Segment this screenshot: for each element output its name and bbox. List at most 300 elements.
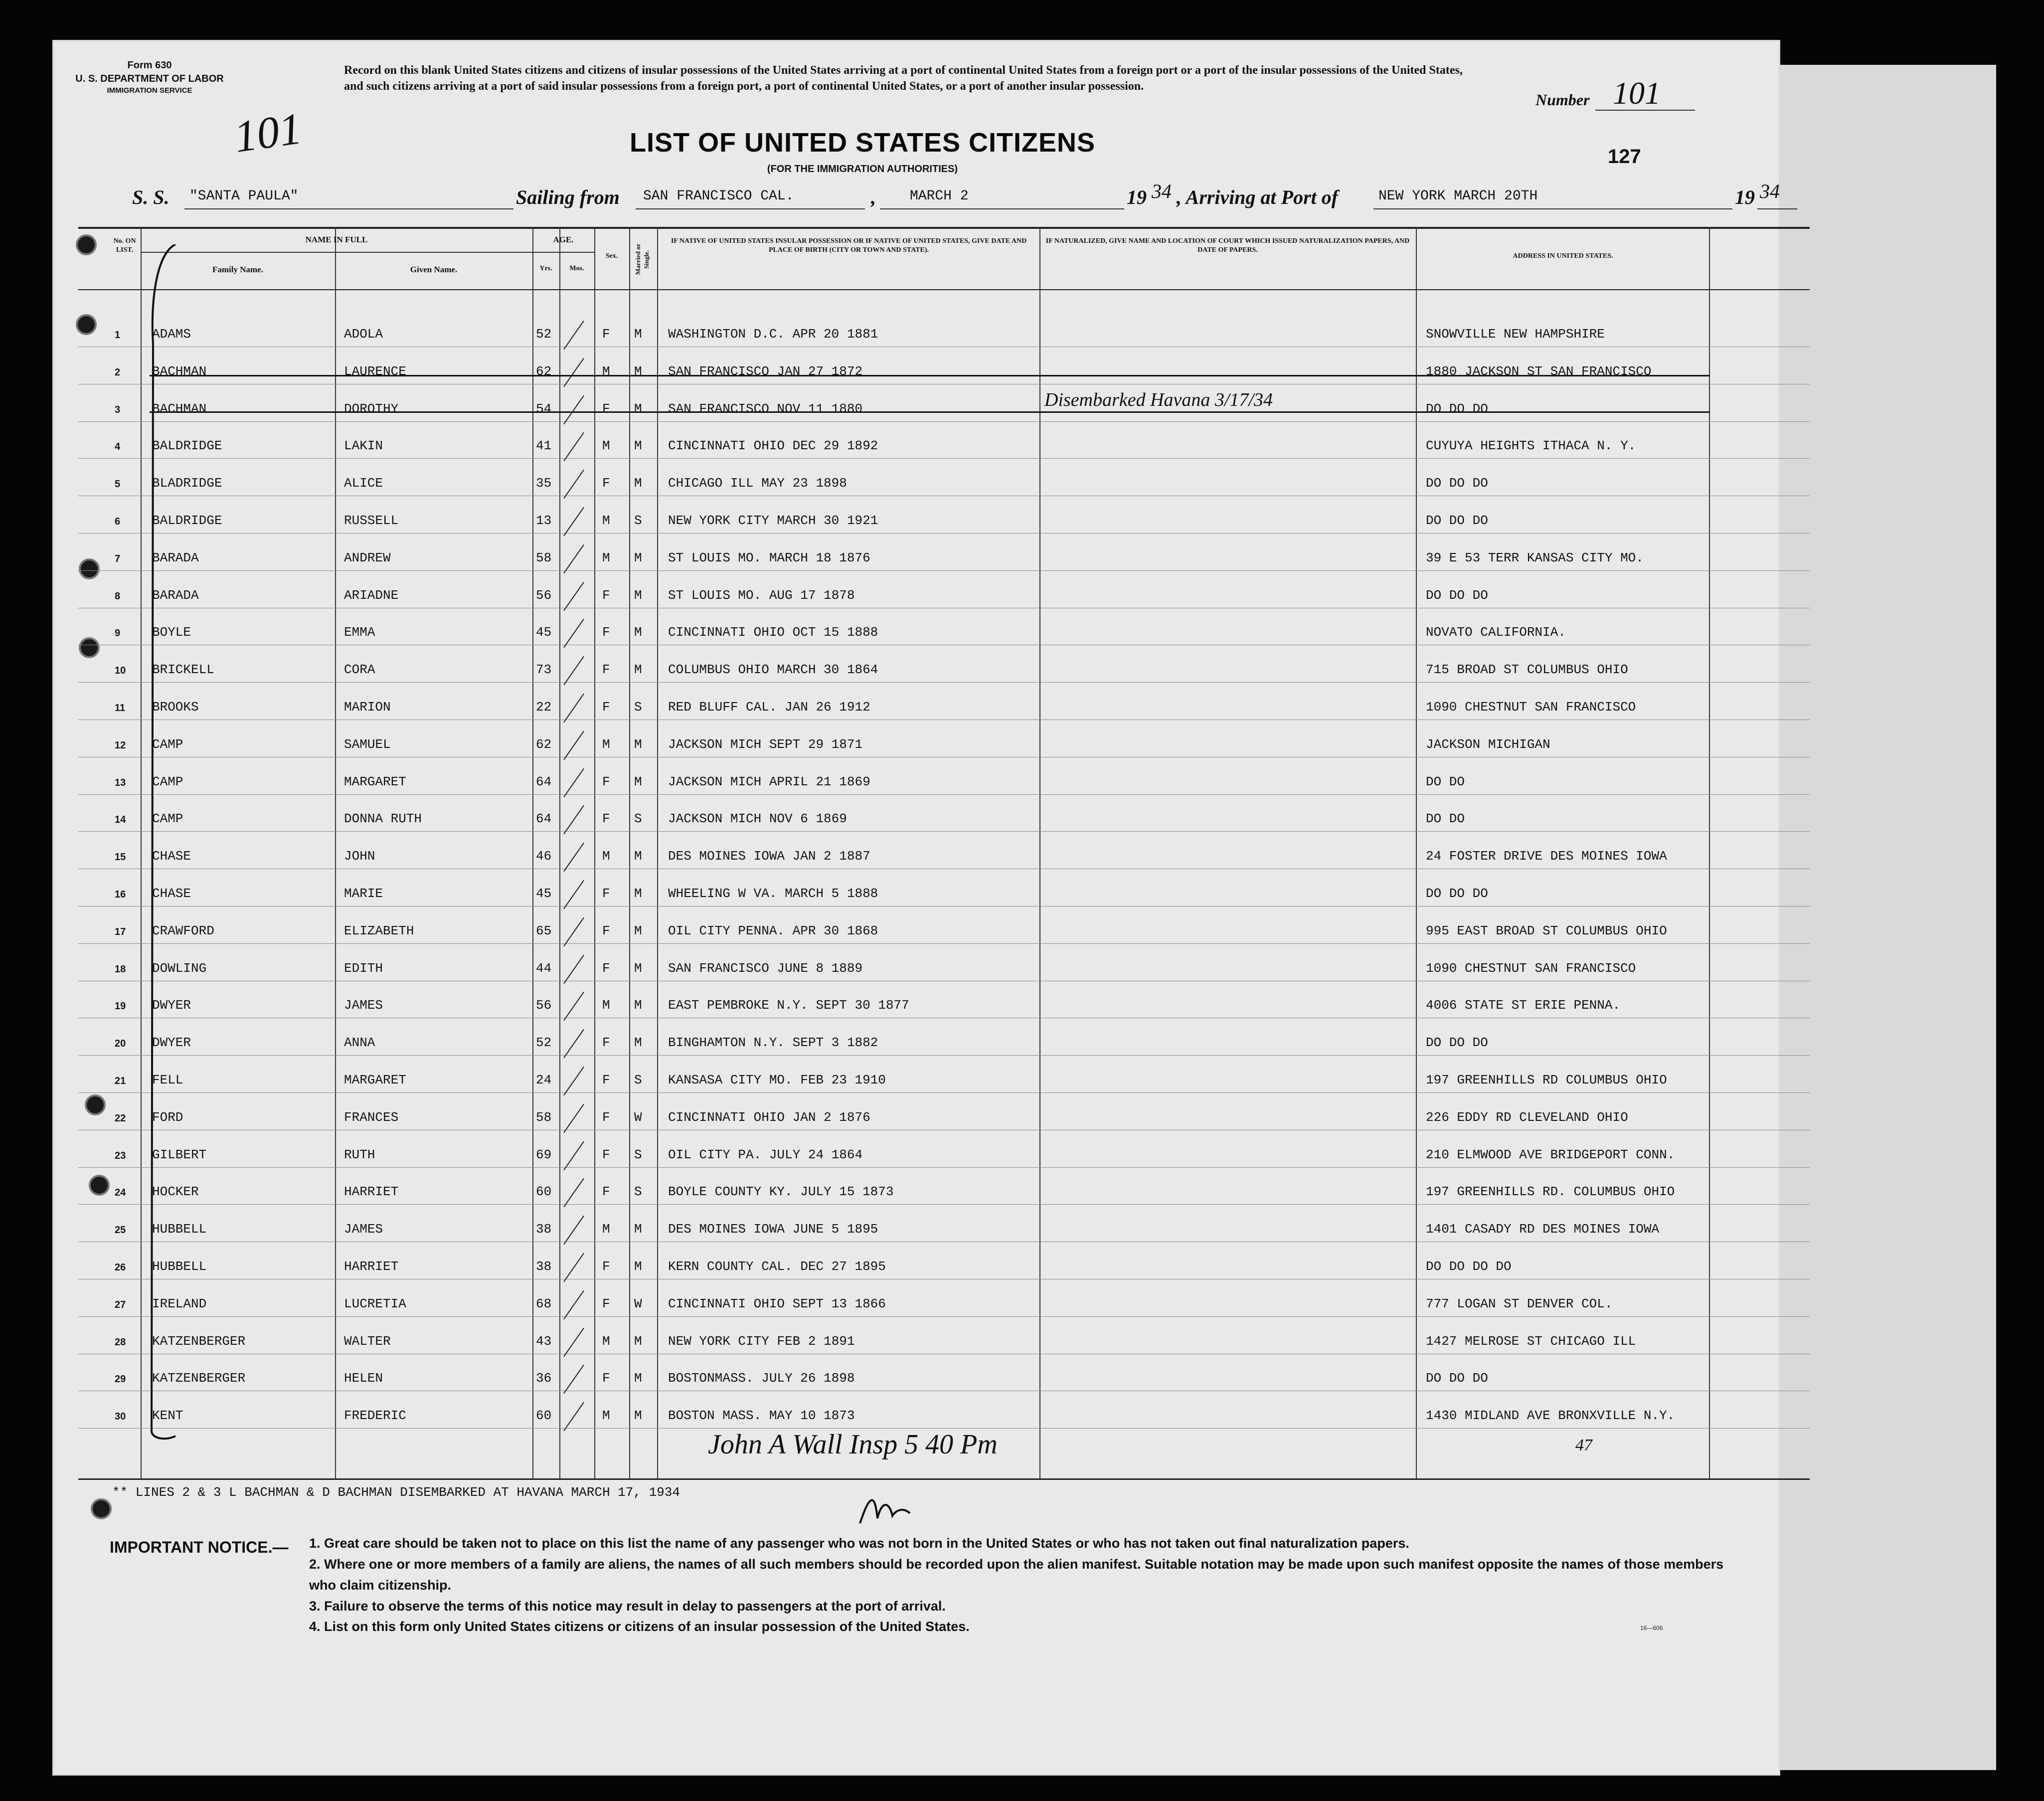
cell-address: 1401 CASADY RD DES MOINES IOWA — [1426, 1222, 1660, 1237]
cell-birth: EAST PEMBROKE N.Y. SEPT 30 1877 — [668, 998, 909, 1013]
col-divider — [1416, 227, 1417, 1478]
cell-given: FREDERIC — [344, 1408, 406, 1424]
cell-age: 62 — [536, 363, 552, 379]
cell-no: 29 — [115, 1374, 126, 1385]
cell-given: ARIADNE — [344, 587, 399, 603]
notice-heading: IMPORTANT NOTICE.— — [110, 1538, 289, 1556]
cell-family: BACHMAN — [152, 401, 207, 416]
notice-item: 1. Great care should be taken not to place on this list the name of any passenger who was not born in the United States or who has not taken out final naturalization papers. — [309, 1536, 1409, 1551]
cell-no: 4 — [115, 441, 121, 453]
cell-family: HOCKER — [152, 1184, 199, 1200]
header-age: AGE. — [553, 235, 574, 244]
table-row — [78, 570, 1810, 571]
cell-age: 46 — [536, 849, 552, 864]
cell-age: 45 — [536, 886, 552, 901]
notice-item: 4. List on this form only United States citizens or citizens of an insular possession of the United States. — [309, 1619, 970, 1634]
cell-sex: F — [602, 811, 610, 827]
punch-hole — [76, 234, 97, 255]
cell-birth: NEW YORK CITY FEB 2 1891 — [668, 1333, 855, 1349]
cell-given: RUSSELL — [344, 513, 399, 528]
cell-given: ANDREW — [344, 550, 391, 565]
year-prefix: 19 — [1127, 186, 1147, 208]
cell-family: GILBERT — [152, 1147, 207, 1162]
cell-ms: M — [634, 587, 642, 603]
cell-address: 197 GREENHILLS RD. COLUMBUS OHIO — [1426, 1184, 1675, 1200]
cell-sex: F — [602, 700, 610, 715]
table-row — [78, 533, 1810, 534]
cell-birth: SAN FRANCISCO JUNE 8 1889 — [668, 960, 863, 976]
depart-date: MARCH 2 — [910, 188, 969, 204]
cell-sex: F — [602, 1035, 610, 1051]
cell-no: 19 — [115, 1001, 126, 1012]
strike-line-row-3 — [150, 411, 1710, 413]
col-divider — [657, 227, 658, 1478]
cell-age: 38 — [536, 1222, 552, 1237]
cell-sex: F — [602, 1259, 610, 1274]
header-address: ADDRESS IN UNITED STATES. — [1513, 252, 1613, 260]
cell-no: 5 — [115, 479, 121, 490]
cell-family: BALDRIDGE — [152, 513, 222, 528]
cell-family: ADAMS — [152, 327, 191, 342]
cell-family: KATZENBERGER — [152, 1371, 246, 1386]
ship-underline — [184, 208, 513, 209]
cell-sex: F — [602, 923, 610, 938]
cell-address: DO DO DO — [1426, 401, 1488, 416]
cell-sex: M — [602, 1222, 610, 1237]
header-years: Yrs. — [539, 265, 552, 272]
disembarked-note: Disembarked Havana 3/17/34 — [1044, 389, 1273, 410]
cell-given: JAMES — [344, 998, 383, 1013]
cell-ms: M — [634, 662, 642, 678]
cell-sex: F — [602, 1073, 610, 1087]
cell-address: 1090 CHESTNUT SAN FRANCISCO — [1426, 700, 1636, 715]
cell-address: 226 EDDY RD CLEVELAND OHIO — [1426, 1109, 1628, 1125]
cell-no: 10 — [115, 665, 126, 677]
cell-given: DOROTHY — [344, 401, 399, 416]
cell-ms: M — [634, 625, 642, 640]
cell-ms: M — [634, 736, 642, 752]
cell-address: 1880 JACKSON ST SAN FRANCISCO — [1426, 363, 1652, 379]
cell-age: 43 — [536, 1333, 552, 1349]
cell-age: 73 — [536, 662, 552, 678]
number-label: Number — [1535, 91, 1590, 109]
cell-birth: JACKSON MICH APRIL 21 1869 — [668, 774, 870, 789]
cell-given: RUTH — [344, 1147, 375, 1162]
table-row — [78, 1316, 1810, 1317]
cell-ms: M — [634, 401, 642, 416]
cell-sex: F — [602, 960, 610, 976]
cell-sex: M — [602, 1333, 610, 1349]
cell-address: 4006 STATE ST ERIE PENNA. — [1426, 998, 1621, 1013]
cell-ms: S — [634, 1147, 642, 1162]
header-sex: Sex. — [605, 252, 618, 260]
arriving-label: , Arriving at Port of — [1177, 186, 1339, 208]
cell-birth: CINCINNATI OHIO DEC 29 1892 — [668, 438, 878, 454]
cell-ms: M — [634, 960, 642, 976]
cell-sex: M — [602, 1408, 610, 1424]
cell-no: 6 — [115, 516, 121, 527]
cell-birth: KERN COUNTY CAL. DEC 27 1895 — [668, 1259, 886, 1274]
cell-sex: M — [602, 363, 610, 379]
cell-sex: F — [602, 1109, 610, 1125]
cell-age: 62 — [536, 736, 552, 752]
cell-age: 44 — [536, 960, 552, 976]
form-identifier — [60, 59, 239, 96]
cell-address: CUYUYA HEIGHTS ITHACA N. Y. — [1426, 438, 1636, 454]
cell-birth: CINCINNATI OHIO JAN 2 1876 — [668, 1109, 870, 1125]
cell-age: 64 — [536, 811, 552, 827]
cell-given: EDITH — [344, 960, 383, 976]
cell-given: HELEN — [344, 1371, 383, 1386]
cell-ms: W — [634, 1109, 642, 1125]
cell-family: BROOKS — [152, 700, 199, 715]
cell-sex: M — [602, 736, 610, 752]
cell-no: 22 — [115, 1112, 126, 1124]
name-subrule — [141, 252, 532, 253]
cell-given: ELIZABETH — [344, 923, 414, 938]
cell-birth: CHICAGO ILL MAY 23 1898 — [668, 476, 847, 491]
cell-age: 52 — [536, 327, 552, 342]
cell-family: BARADA — [152, 587, 199, 603]
cell-birth: BOSTON MASS. MAY 10 1873 — [668, 1408, 855, 1424]
cell-given: MARION — [344, 700, 391, 715]
cell-address: 715 BROAD ST COLUMBUS OHIO — [1426, 662, 1628, 678]
cell-sex: F — [602, 327, 610, 342]
cell-family: KATZENBERGER — [152, 1333, 246, 1349]
cell-ms: M — [634, 1222, 642, 1237]
cell-ms: S — [634, 700, 642, 715]
cell-family: CAMP — [152, 811, 183, 827]
cell-family: DWYER — [152, 998, 191, 1013]
inspector-signature: John A Wall Insp 5 40 Pm — [708, 1429, 998, 1460]
cell-sex: M — [602, 438, 610, 454]
cell-sex: F — [602, 587, 610, 603]
cell-ms: M — [634, 774, 642, 789]
cell-given: WALTER — [344, 1333, 391, 1349]
cell-no: 2 — [115, 366, 121, 378]
cell-age: 56 — [536, 998, 552, 1013]
cell-given: LAKIN — [344, 438, 383, 454]
cell-no: 24 — [115, 1187, 126, 1199]
cell-age: 56 — [536, 587, 552, 603]
col-divider — [335, 227, 336, 1478]
cell-family: DWYER — [152, 1035, 191, 1051]
cell-sex: F — [602, 1147, 610, 1162]
col-divider — [594, 227, 595, 1478]
cell-given: MARGARET — [344, 774, 406, 789]
cell-birth: CINCINNATI OHIO SEPT 13 1866 — [668, 1296, 886, 1311]
cell-no: 18 — [115, 963, 126, 975]
cell-family: DOWLING — [152, 960, 207, 976]
cell-sex: F — [602, 476, 610, 491]
cell-no: 1 — [115, 330, 121, 341]
header-married-single: Married or Single. — [634, 243, 650, 275]
cell-birth: COLUMBUS OHIO MARCH 30 1864 — [668, 662, 878, 678]
cell-no: 21 — [115, 1076, 126, 1086]
header-months: Mos. — [569, 265, 584, 272]
sailing-from-label: Sailing from — [516, 186, 620, 208]
record-instructions: Record on this blank United States citizens and citizens of insular possessions of the United States arriving at a port of continental United States from a foreign port or a port of the insular possessions of the United States, and such citizens arriving at a port of said insular possessions from a foreign port, a port of continental United States, or a port of another insular possession. — [344, 64, 1463, 93]
cell-address: DO DO DO — [1426, 886, 1488, 901]
cell-birth: BOYLE COUNTY KY. JULY 15 1873 — [668, 1184, 894, 1200]
cell-no: 13 — [115, 777, 126, 788]
table-header-rule — [78, 289, 1810, 290]
punch-hole — [79, 558, 100, 579]
cell-family: BOYLE — [152, 625, 191, 640]
cell-given: HARRIET — [344, 1259, 399, 1274]
cell-family: HUBBELL — [152, 1259, 207, 1274]
punch-hole — [91, 1498, 112, 1519]
cell-age: 13 — [536, 513, 552, 528]
cell-birth: SAN FRANCISCO NOV 11 1880 — [668, 401, 863, 416]
date-underline — [880, 208, 1124, 209]
cell-family: FELL — [152, 1073, 183, 1087]
cell-family: BRICKELL — [152, 662, 214, 678]
page-subtitle: (FOR THE IMMIGRATION AUTHORITIES) — [767, 164, 958, 175]
cell-address: 777 LOGAN ST DENVER COL. — [1426, 1296, 1613, 1311]
cell-ms: M — [634, 849, 642, 864]
cell-age: 24 — [536, 1073, 552, 1087]
cell-address: NOVATO CALIFORNIA. — [1426, 625, 1566, 640]
cell-age: 52 — [536, 1035, 552, 1051]
cell-birth: ST LOUIS MO. MARCH 18 1876 — [668, 550, 870, 565]
cell-no: 9 — [115, 628, 121, 639]
cell-family: CRAWFORD — [152, 923, 214, 938]
cell-birth: OIL CITY PENNA. APR 30 1868 — [668, 923, 878, 938]
arrival-underline — [1373, 208, 1732, 209]
cell-birth: RED BLUFF CAL. JAN 26 1912 — [668, 700, 870, 715]
cell-sex: F — [602, 1371, 610, 1386]
cell-sex: M — [602, 998, 610, 1013]
cell-no: 30 — [115, 1411, 126, 1423]
cell-age: 68 — [536, 1296, 552, 1311]
cell-birth: JACKSON MICH SEPT 29 1871 — [668, 736, 863, 752]
cell-birth: BOSTONMASS. JULY 26 1898 — [668, 1371, 855, 1386]
underlying-page — [1775, 65, 1996, 1770]
cell-address: 1427 MELROSE ST CHICAGO ILL — [1426, 1333, 1636, 1349]
col-divider — [532, 227, 533, 1478]
cell-address: JACKSON MICHIGAN — [1426, 736, 1550, 752]
cell-birth: CINCINNATI OHIO OCT 15 1888 — [668, 625, 878, 640]
cell-address: DO DO — [1426, 774, 1465, 789]
cell-ms: S — [634, 513, 642, 528]
arrive-year: 34 — [1760, 180, 1780, 202]
cell-address: DO DO DO — [1426, 1371, 1488, 1386]
department: U. S. DEPARTMENT OF LABOR — [75, 73, 224, 84]
ship-name: "SANTA PAULA" — [189, 188, 299, 204]
cell-family: CHASE — [152, 886, 191, 901]
cell-ms: M — [634, 550, 642, 565]
cell-age: 35 — [536, 476, 552, 491]
cell-address: DO DO — [1426, 811, 1465, 827]
notice-list — [309, 1533, 1745, 1637]
cell-ms: M — [634, 1408, 642, 1424]
cell-address: DO DO DO — [1426, 1035, 1488, 1051]
port-underline — [636, 208, 865, 209]
header-given-name: Given Name. — [410, 265, 458, 274]
col-divider — [141, 227, 142, 1478]
cell-family: KENT — [152, 1408, 183, 1424]
service: IMMIGRATION SERVICE — [107, 86, 192, 95]
cell-no: 28 — [115, 1336, 126, 1348]
cell-address: 1430 MIDLAND AVE BRONXVILLE N.Y. — [1426, 1408, 1675, 1424]
cell-sex: F — [602, 625, 610, 640]
cell-family: CHASE — [152, 849, 191, 864]
cell-family: HUBBELL — [152, 1222, 207, 1237]
table-row — [78, 1167, 1810, 1168]
page-number: 127 — [1608, 146, 1641, 168]
cell-age: 22 — [536, 700, 552, 715]
col-divider — [559, 227, 560, 1478]
cell-ms: M — [634, 923, 642, 938]
cell-age: 38 — [536, 1259, 552, 1274]
header-family-name: Family Name. — [212, 265, 263, 274]
cell-no: 3 — [115, 404, 121, 415]
cell-given: SAMUEL — [344, 736, 391, 752]
cell-given: JAMES — [344, 1222, 383, 1237]
cell-no: 25 — [115, 1225, 126, 1236]
cell-age: 64 — [536, 774, 552, 789]
header-no-on-list: No. ON LIST. — [113, 237, 136, 254]
handwritten-bracket — [146, 244, 180, 1441]
cell-no: 11 — [115, 703, 126, 714]
header-naturalized: IF NATURALIZED, GIVE NAME AND LOCATION OF COURT WHICH ISSUED NATURALIZATION PAPERS, AND DATE OF PAPERS. — [1045, 237, 1410, 254]
header-native: IF NATIVE OF UNITED STATES INSULAR POSSESSION OR IF NATIVE OF UNITED STATES, GIVE DATE AND PLACE OF BIRTH (CITY OR TOWN AND STATE). — [671, 237, 1027, 254]
cell-family: BARADA — [152, 550, 199, 565]
cell-birth: ST LOUIS MO. AUG 17 1878 — [668, 587, 855, 603]
cell-no: 12 — [115, 739, 126, 751]
cell-sex: M — [602, 513, 610, 528]
cell-birth: OIL CITY PA. JULY 24 1864 — [668, 1147, 863, 1162]
table-top-rule — [78, 227, 1810, 229]
cell-address: 995 EAST BROAD ST COLUMBUS OHIO — [1426, 923, 1667, 938]
age-subrule — [532, 252, 594, 253]
cell-family: FORD — [152, 1109, 183, 1125]
arrival-port: NEW YORK MARCH 20TH — [1378, 188, 1538, 204]
cell-age: 60 — [536, 1408, 552, 1424]
cell-sex: F — [602, 774, 610, 789]
table-row — [78, 831, 1810, 832]
col-divider — [1709, 227, 1710, 1478]
strike-line-row-2 — [150, 375, 1710, 376]
form-code: 16—606 — [1640, 1624, 1663, 1631]
ss-label: S. S. — [132, 186, 170, 208]
cell-address: SNOWVILLE NEW HAMPSHIRE — [1426, 327, 1605, 342]
cell-ms: S — [634, 1184, 642, 1200]
cell-age: 54 — [536, 401, 552, 416]
cell-sex: M — [602, 849, 610, 864]
cell-birth: WASHINGTON D.C. APR 20 1881 — [668, 327, 878, 342]
number-underline — [1595, 110, 1695, 111]
form-number: Form 630 — [127, 60, 172, 71]
cell-ms: M — [634, 476, 642, 491]
cell-sex: F — [602, 662, 610, 678]
punch-hole — [79, 637, 100, 658]
cell-ms: M — [634, 1259, 642, 1274]
cell-birth: NEW YORK CITY MARCH 30 1921 — [668, 513, 878, 528]
cell-sex: M — [602, 550, 610, 565]
cell-address: 210 ELMWOOD AVE BRIDGEPORT CONN. — [1426, 1147, 1675, 1162]
table-bottom-rule — [78, 1478, 1810, 1480]
table-row — [78, 1055, 1810, 1056]
cell-address: 39 E 53 TERR KANSAS CITY MO. — [1426, 550, 1644, 565]
cell-age: 58 — [536, 550, 552, 565]
page-title: LIST OF UNITED STATES CITIZENS — [630, 128, 1095, 158]
from-port: SAN FRANCISCO CAL. — [643, 188, 794, 204]
table-row — [78, 682, 1810, 683]
cell-birth: DES MOINES IOWA JUNE 5 1895 — [668, 1222, 878, 1237]
year-underline — [1757, 208, 1797, 209]
cell-address: DO DO DO — [1426, 587, 1488, 603]
col-divider — [629, 227, 630, 1478]
cell-sex: F — [602, 886, 610, 901]
cell-family: CAMP — [152, 736, 183, 752]
cell-no: 26 — [115, 1262, 126, 1273]
cell-address: DO DO DO — [1426, 476, 1488, 491]
cell-given: HARRIET — [344, 1184, 399, 1200]
cell-ms: M — [634, 363, 642, 379]
cell-given: ADOLA — [344, 327, 383, 342]
cell-address: DO DO DO — [1426, 513, 1488, 528]
cell-no: 8 — [115, 590, 121, 602]
cell-ms: M — [634, 886, 642, 901]
cell-no: 27 — [115, 1299, 126, 1310]
cell-ms: M — [634, 438, 642, 454]
cell-given: ALICE — [344, 476, 383, 491]
cell-birth: SAN FRANCISCO JAN 27 1872 — [668, 363, 863, 379]
footnote: ** LINES 2 & 3 L BACHMAN & D BACHMAN DISEMBARKED AT HAVANA MARCH 17, 1934 — [112, 1485, 680, 1500]
table-row — [78, 794, 1810, 795]
number-value: 101 — [1613, 75, 1661, 111]
cell-ms: S — [634, 1073, 642, 1087]
punch-hole — [85, 1094, 106, 1115]
table-row — [78, 1092, 1810, 1093]
cell-no: 15 — [115, 852, 126, 863]
col-divider — [1039, 227, 1040, 1478]
cell-age: 45 — [536, 625, 552, 640]
sailing-line: S. S. "SANTA PAULA" Sailing from SAN FRANCISCO CAL. , MARCH 2 19 34 , Arriving at Port of NEW YORK MARCH 20TH 19 34 — [132, 185, 1698, 215]
cell-no: 16 — [115, 889, 126, 900]
cell-family: BACHMAN — [152, 363, 207, 379]
cell-given: LAURENCE — [344, 363, 406, 379]
cell-address: 24 FOSTER DRIVE DES MOINES IOWA — [1426, 849, 1667, 864]
cell-age: 41 — [536, 438, 552, 454]
cell-no: 17 — [115, 926, 126, 937]
notice-item: 2. Where one or more members of a family are aliens, the names of all such members should be recorded upon the alien manifest. Suitable notation may be made upon such manifest opposite the names of those members who claim citizenship. — [309, 1556, 1724, 1593]
initials-scrawl — [855, 1488, 920, 1528]
cell-birth: BINGHAMTON N.Y. SEPT 3 1882 — [668, 1035, 878, 1051]
cell-birth: WHEELING W VA. MARCH 5 1888 — [668, 886, 878, 901]
cell-no: 20 — [115, 1038, 126, 1050]
punch-hole — [76, 314, 97, 335]
signature-number: 47 — [1575, 1436, 1592, 1454]
header-name-in-full: NAME IN FULL — [305, 235, 368, 244]
cell-address: 197 GREENHILLS RD COLUMBUS OHIO — [1426, 1073, 1667, 1087]
table-row — [78, 943, 1810, 944]
depart-year: 34 — [1152, 180, 1172, 202]
cell-given: MARIE — [344, 886, 383, 901]
cell-sex: F — [602, 1296, 610, 1311]
cell-ms: S — [634, 811, 642, 827]
cell-given: MARGARET — [344, 1073, 406, 1087]
cell-age: 60 — [536, 1184, 552, 1200]
cell-given: JOHN — [344, 849, 375, 864]
cell-no: 7 — [115, 553, 121, 564]
cell-given: DONNA RUTH — [344, 811, 422, 827]
notice-item: 3. Failure to observe the terms of this notice may result in delay to passengers at the port of arrival. — [309, 1598, 946, 1614]
cell-family: IRELAND — [152, 1296, 207, 1311]
cell-given: FRANCES — [344, 1109, 399, 1125]
